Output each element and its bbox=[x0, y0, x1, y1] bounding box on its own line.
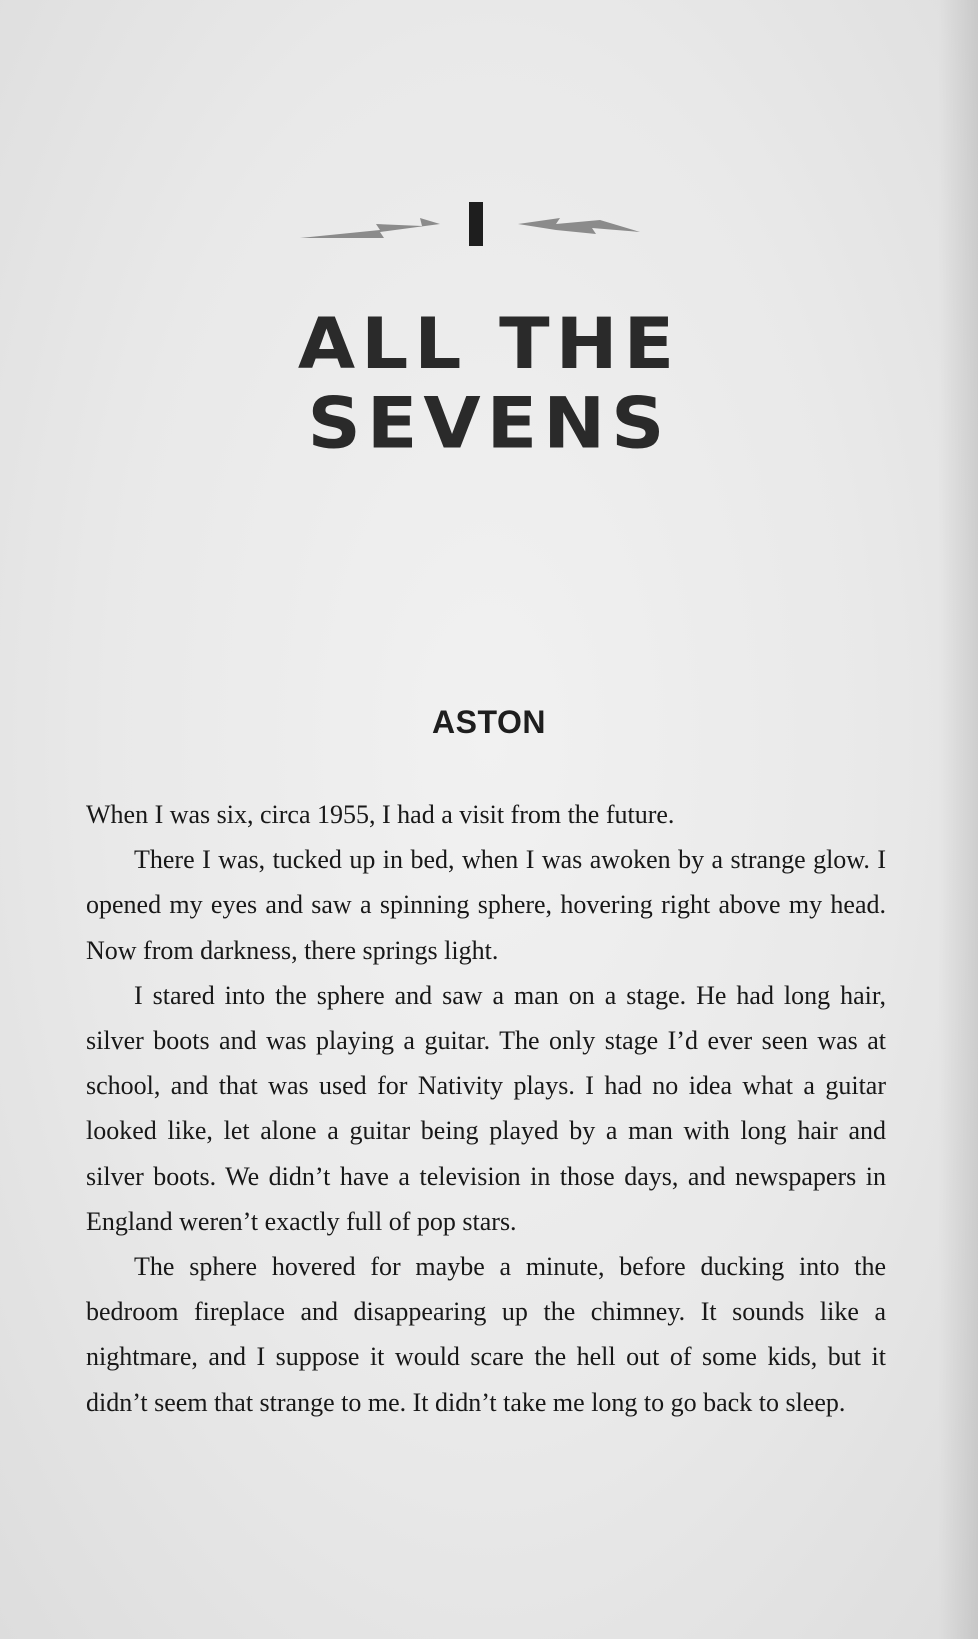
paragraph-1: When I was six, circa 1955, I had a visit from the future. bbox=[86, 800, 675, 829]
paragraph-3: I stared into the sphere and saw a man on a stage. He had long hair, silver boots and was playing a guitar. The only stage I’d ever seen was at school, and that was used for Nativity plays. I had no idea what a guitar looked like, let alone a guitar being played by a man with long hair and silver boots. We didn’t have a television in those days, and newspapers in England weren’t exactly full of pop stars. bbox=[86, 980, 886, 1236]
chapter-number-ornament bbox=[0, 198, 978, 248]
chapter-body bbox=[86, 792, 886, 1425]
lightning-bolt-ornament-icon bbox=[0, 198, 978, 248]
narrator-heading: ASTON bbox=[432, 704, 546, 740]
chapter-title bbox=[0, 304, 978, 464]
chapter-title-line-1: ALL THE bbox=[297, 303, 681, 385]
paragraph-4: The sphere hovered for maybe a minute, before ducking into the bedroom fireplace and disappearing up the chimney. It sounds like a nightmare, and I suppose it would scare the hell out of some kids, but it didn’t seem that strange to me. It didn’t take me long to go back to sleep. bbox=[86, 1252, 886, 1417]
paragraph-2: There I was, tucked up in bed, when I was awoken by a strange glow. I opened my eyes and saw a spinning sphere, hovering right above my head. Now from darkness, there springs light. bbox=[86, 845, 886, 965]
chapter-title-line-2: SEVENS bbox=[307, 383, 671, 465]
